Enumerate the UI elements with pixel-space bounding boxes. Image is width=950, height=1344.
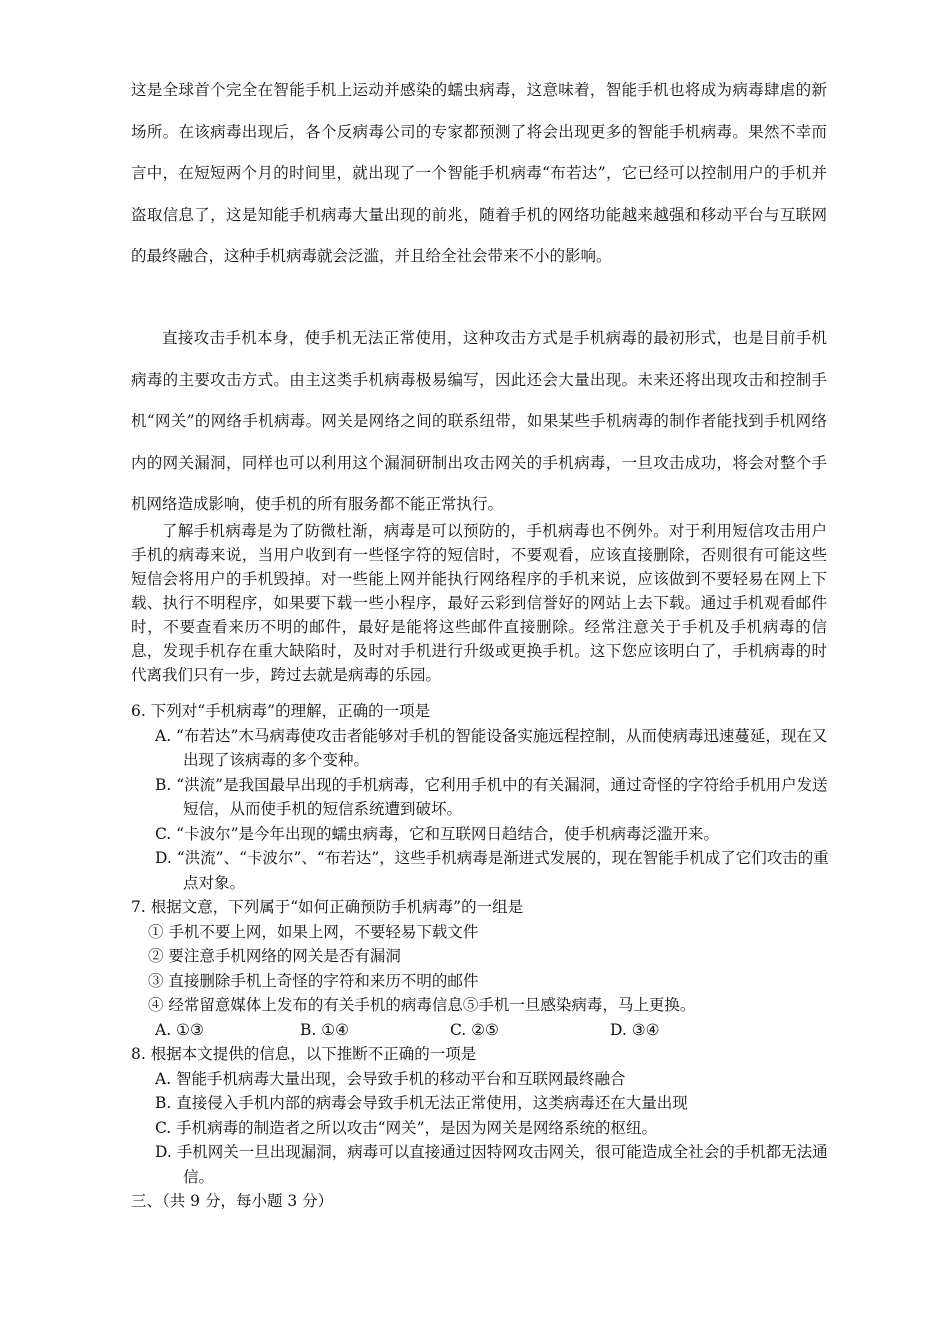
question-8-stem: 8. 根据本文提供的信息，以下推断不正确的一项是 xyxy=(131,1045,477,1063)
question-7-options xyxy=(131,1018,831,1043)
section-3-heading: 三、（共 9 分，每小题 3 分） xyxy=(131,1192,334,1210)
question-8-option-c: C. 手机病毒的制造者之所以攻击“网关”，是因为网关是网络系统的枢纽。 xyxy=(155,1118,658,1137)
question-6-option-b: B. “洪流”是我国最早出现的手机病毒，它利用手机中的有关漏洞，通过奇怪的字符给手机用户发送短信，从而使手机的短信系统遭到破坏。 xyxy=(155,775,828,818)
question-6-option-d: D. “洪流”、“卡波尔”、“布若达”，这些手机病毒是渐进式发展的，现在智能手机成了它们攻击的重点对象。 xyxy=(155,849,829,892)
passage-paragraph-2-text: 直接攻击手机本身，使手机无法正常使用，这种攻击方式是手机病毒的最初形式，也是目前手机病毒的主要攻击方式。由主这类手机病毒极易编写，因此还会大量出现。未来还将出现攻击和控制手机“网关”的网络手机病毒。网关是网络之间的联系纽带，如果某些手机病毒的制作者能找到手机网络内的网关漏洞，同样也可以利用这个漏洞研制出攻击网关的手机病毒，一旦攻击成功，将会对整个手机网络造成影响，使手机的所有服务都不能正常执行。 xyxy=(131,329,827,513)
question-7-item-1: ① 手机不要上网，如果上网，不要轻易下载文件 xyxy=(148,922,479,941)
question-7-item-2: ② 要注意手机网络的网关是否有漏洞 xyxy=(148,947,401,965)
questions-block xyxy=(131,699,831,1214)
question-8-option-a: A. 智能手机病毒大量出现，会导致手机的移动平台和互联网最终融合 xyxy=(155,1069,626,1088)
passage-paragraph-2 xyxy=(131,318,827,526)
passage-paragraph-3 xyxy=(131,519,827,687)
question-8-option-b: B. 直接侵入手机内部的病毒会导致手机无法正常使用，这类病毒还在大量出现 xyxy=(155,1094,688,1112)
passage-paragraph-1: 这是全球首个完全在智能手机上运动并感染的蠕虫病毒，这意味着，智能手机也将成为病毒肆虐的新场所。在该病毒出现后，各个反病毒公司的专家都预测了将会出现更多的智能手机病毒。果然不幸而言中，在短短两个月的时间里，就出现了一个智能手机病毒“布若达”，它已经可以控制用户的手机并盗取信息了，这是知能手机病毒大量出现的前兆，随着手机的网络功能越来越强和移动平台与互联网的最终融合，这种手机病毒就会泛滥，并且给全社会带来不小的影响。 xyxy=(131,81,827,265)
question-6-stem: 6. 下列对“手机病毒”的理解，正确的一项是 xyxy=(131,702,431,720)
question-8-option-d: D. 手机网关一旦出现漏洞，病毒可以直接通过因特网攻击网关，很可能造成全社会的手机都无法通信。 xyxy=(155,1143,828,1186)
question-7-item-3: ③ 直接删除手机上奇怪的字符和来历不明的邮件 xyxy=(148,971,479,990)
question-7-option-a: A. ①③ xyxy=(155,1020,204,1039)
question-7-option-d: D. ③④ xyxy=(610,1020,660,1039)
question-7-option-b: B. ①④ xyxy=(300,1020,350,1039)
question-7-item-4: ④ 经常留意媒体上发布的有关手机的病毒信息⑤手机一旦感染病毒，马上更换。 xyxy=(148,996,696,1014)
question-7-stem: 7. 根据文意，下列属于“如何正确预防手机病毒”的一组是 xyxy=(131,898,524,916)
question-7-option-c: C. ②⑤ xyxy=(450,1020,499,1039)
passage-paragraph-3-text: 了解手机病毒是为了防微杜渐，病毒是可以预防的，手机病毒也不例外。对于利用短信攻击用户手机的病毒来说，当用户收到有一些怪字符的短信时，不要观看，应该直接删除，否则很有可能这些短信会将用户的手机毁掉。对一些能上网并能执行网络程序的手机来说，应该做到不要轻易在网上下载、执行不明程序，如果要下载一些小程序，最好云彩到信誉好的网站上去下载。通过手机观看邮件时，不要查看来历不明的邮件，最好是能将这些邮件直接删除。经常注意关于手机及手机病毒的信息，发现手机存在重大缺陷时，及时对手机进行升级或更换手机。这下您应该明白了，手机病毒的时代离我们只有一步，跨过去就是病毒的乐园。 xyxy=(131,522,827,684)
question-6-option-a: A. “布若达”木马病毒使攻击者能够对手机的智能设备实施远程控制，从而使病毒迅速蔓延，现在又出现了该病毒的多个变种。 xyxy=(155,726,828,769)
question-6-option-c: C. “卡波尔”是今年出现的蠕虫病毒，它和互联网日趋结合，使手机病毒泛滥开来。 xyxy=(155,824,720,843)
